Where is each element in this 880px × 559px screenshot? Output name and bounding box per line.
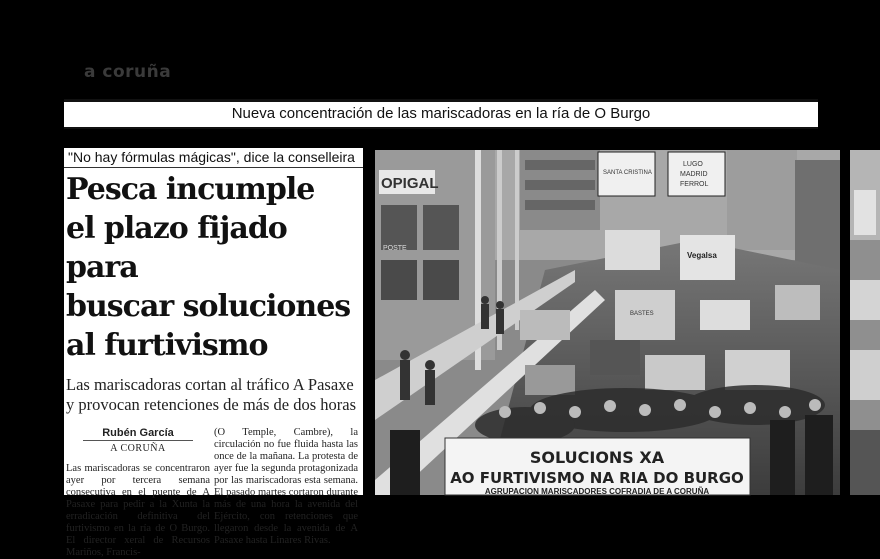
article-column-1 bbox=[64, 427, 212, 559]
banner-line: AO FURTIVISMO NA RIA DO BURGO bbox=[450, 469, 744, 487]
body-text: (O Temple, Cambre), la circulación no fue fluida hasta las once de la mañana. La protesta de ayer fue la segunda protagonizada por las mariscadoras esta semana. El pasado martes cortaron durante más de una hora la avenida del Ejército, con retenciones que llegaron desde la avenida de A Pasaxe hasta Linares Rivas. bbox=[214, 427, 358, 546]
headline-banner bbox=[64, 99, 818, 129]
body-text: Las mariscadoras se concentraron ayer por tercera semana consecutiva en el puente de A Pasaxe para pedir a la Xunta la erradicación definitiva del furtivismo en la ría de O Burgo. El director xeral de Recursos Mariños, Francis- bbox=[66, 463, 210, 558]
headline-line: al furtivismo bbox=[66, 328, 268, 363]
headline-line: buscar soluciones bbox=[66, 289, 351, 324]
article-headline bbox=[66, 170, 363, 365]
protest-photo bbox=[375, 150, 840, 495]
banner-line: SOLUCIONS XA bbox=[529, 448, 665, 467]
article-standfirst: Las mariscadoras cortan al tráfico A Pasaxe y provocan retenciones de más de dos horas bbox=[66, 375, 357, 414]
headline-line: Pesca incumple bbox=[66, 172, 315, 207]
truck-label: Vegalsa bbox=[687, 251, 717, 260]
road-sign-text: LUGO bbox=[683, 161, 703, 168]
headline-line: el plazo fijado para bbox=[66, 211, 287, 285]
section-label: a coruña bbox=[84, 62, 172, 82]
banner-text: Nueva concentración de las mariscadoras en la ría de O Burgo bbox=[231, 105, 651, 122]
article bbox=[64, 148, 363, 558]
byline: Rubén García bbox=[83, 427, 193, 441]
road-sign-text: MADRID bbox=[680, 171, 708, 178]
dateline-place: A CORUÑA bbox=[110, 443, 166, 454]
article-column-2 bbox=[212, 427, 360, 559]
second-photo bbox=[850, 150, 880, 495]
road-sign-text: FERROL bbox=[680, 181, 709, 188]
van-label: BASTES bbox=[630, 311, 654, 317]
banner-line: AGRUPACION MARISCADORES COFRADIA DE A CORUÑA bbox=[484, 487, 710, 496]
article-body bbox=[64, 427, 363, 559]
store-sign-text: OPIGAL bbox=[381, 175, 439, 192]
poste-sign: POSTE bbox=[383, 245, 407, 252]
road-sign-text: SANTA CRISTINA bbox=[603, 170, 652, 176]
article-kicker: "No hay fórmulas mágicas", dice la conselleira bbox=[64, 148, 363, 168]
